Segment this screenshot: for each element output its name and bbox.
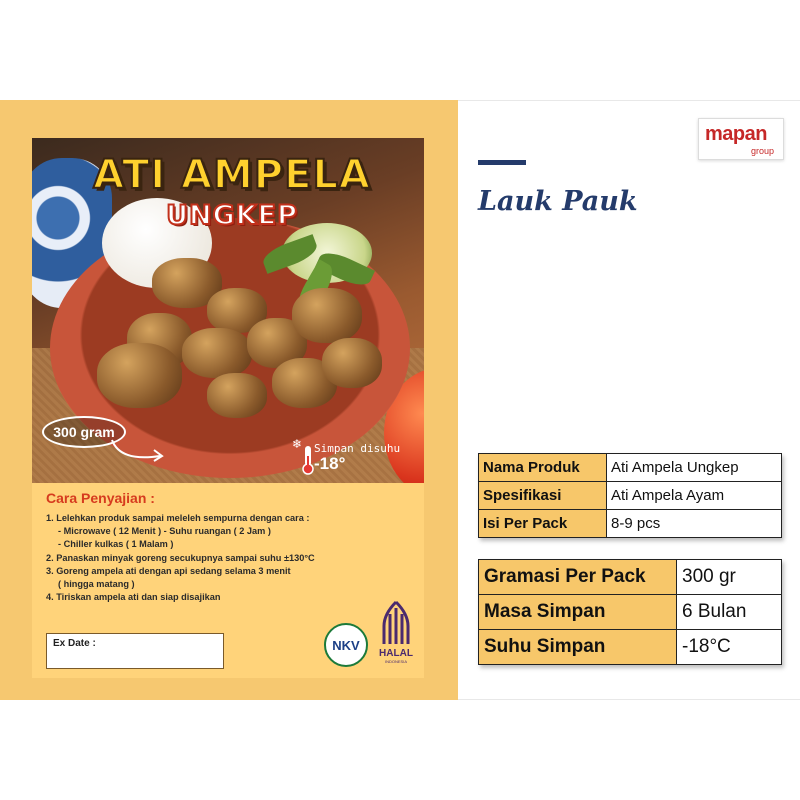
product-package bbox=[32, 138, 424, 678]
liver-piece bbox=[292, 288, 362, 343]
spec-value: 8-9 pcs bbox=[607, 510, 782, 538]
product-subtitle: UNGKEP bbox=[166, 200, 298, 231]
storage-label: Simpan disuhu bbox=[314, 442, 401, 455]
spec-key: Isi Per Pack bbox=[479, 510, 607, 538]
instruction-step: - Microwave ( 12 Menit ) - Suhu ruangan ( 2 Jam ) bbox=[58, 526, 271, 537]
detail-value: 300 gr bbox=[677, 560, 782, 595]
svg-text:❄: ❄ bbox=[292, 437, 303, 451]
detail-key: Masa Simpan bbox=[479, 595, 677, 630]
spec-key: Spesifikasi bbox=[479, 482, 607, 510]
spec-key: Nama Produk bbox=[479, 454, 607, 482]
product-title: ATI AMPELA bbox=[93, 152, 371, 198]
table-row bbox=[479, 482, 782, 510]
instruction-step: 4. Tiriskan ampela ati dan siap disajikan bbox=[46, 592, 221, 603]
instruction-step: 3. Goreng ampela ati dengan api sedang selama 3 menit bbox=[46, 565, 291, 576]
liver-piece bbox=[182, 328, 252, 378]
table-row bbox=[479, 510, 782, 538]
detail-value: -18°C bbox=[677, 630, 782, 665]
table-row bbox=[479, 630, 782, 665]
instruction-step: 1. Lelehkan produk sampai meleleh sempurna dengan cara : bbox=[46, 513, 310, 523]
expiry-date-box: Ex Date : bbox=[46, 633, 224, 669]
brand-logo bbox=[698, 118, 784, 160]
storage-temperature: -18° bbox=[314, 454, 346, 473]
detail-key: Suhu Simpan bbox=[479, 630, 677, 665]
liver-piece bbox=[207, 373, 267, 418]
instruction-step: ( hingga matang ) bbox=[58, 579, 135, 590]
nkv-badge bbox=[324, 623, 368, 667]
category-title: Lauk Pauk bbox=[478, 186, 638, 217]
liver-piece bbox=[97, 343, 182, 408]
halal-logo-icon bbox=[379, 600, 413, 648]
thermometer-icon bbox=[292, 436, 316, 476]
table-row bbox=[479, 595, 782, 630]
halal-label: HALAL bbox=[379, 648, 413, 659]
halal-sublabel: INDONESIA bbox=[384, 659, 407, 664]
nkv-label: NKV bbox=[332, 637, 360, 653]
spec-value: Ati Ampela Ungkep bbox=[607, 454, 782, 482]
instruction-step: - Chiller kulkas ( 1 Malam ) bbox=[58, 539, 174, 550]
serving-instructions bbox=[46, 490, 416, 604]
product-photo bbox=[32, 138, 424, 483]
detail-table bbox=[478, 559, 782, 665]
curved-arrow-icon bbox=[110, 438, 170, 464]
liver-piece bbox=[322, 338, 382, 388]
spec-value: Ati Ampela Ayam bbox=[607, 482, 782, 510]
instruction-step: 2. Panaskan minyak goreng secukupnya sampai suhu ±130°C bbox=[46, 552, 315, 563]
instructions-title: Cara Penyajian : bbox=[46, 490, 155, 506]
accent-bar bbox=[478, 160, 526, 165]
detail-key: Gramasi Per Pack bbox=[479, 560, 677, 595]
halal-badge bbox=[374, 600, 418, 672]
detail-value: 6 Bulan bbox=[677, 595, 782, 630]
instructions-list bbox=[46, 512, 416, 604]
table-row bbox=[479, 454, 782, 482]
weight-badge: 300 gram bbox=[42, 416, 126, 448]
table-row bbox=[479, 560, 782, 595]
logo-wordmark: mapan bbox=[705, 123, 767, 145]
spec-table bbox=[478, 453, 782, 538]
logo-subtext: group bbox=[751, 146, 775, 156]
